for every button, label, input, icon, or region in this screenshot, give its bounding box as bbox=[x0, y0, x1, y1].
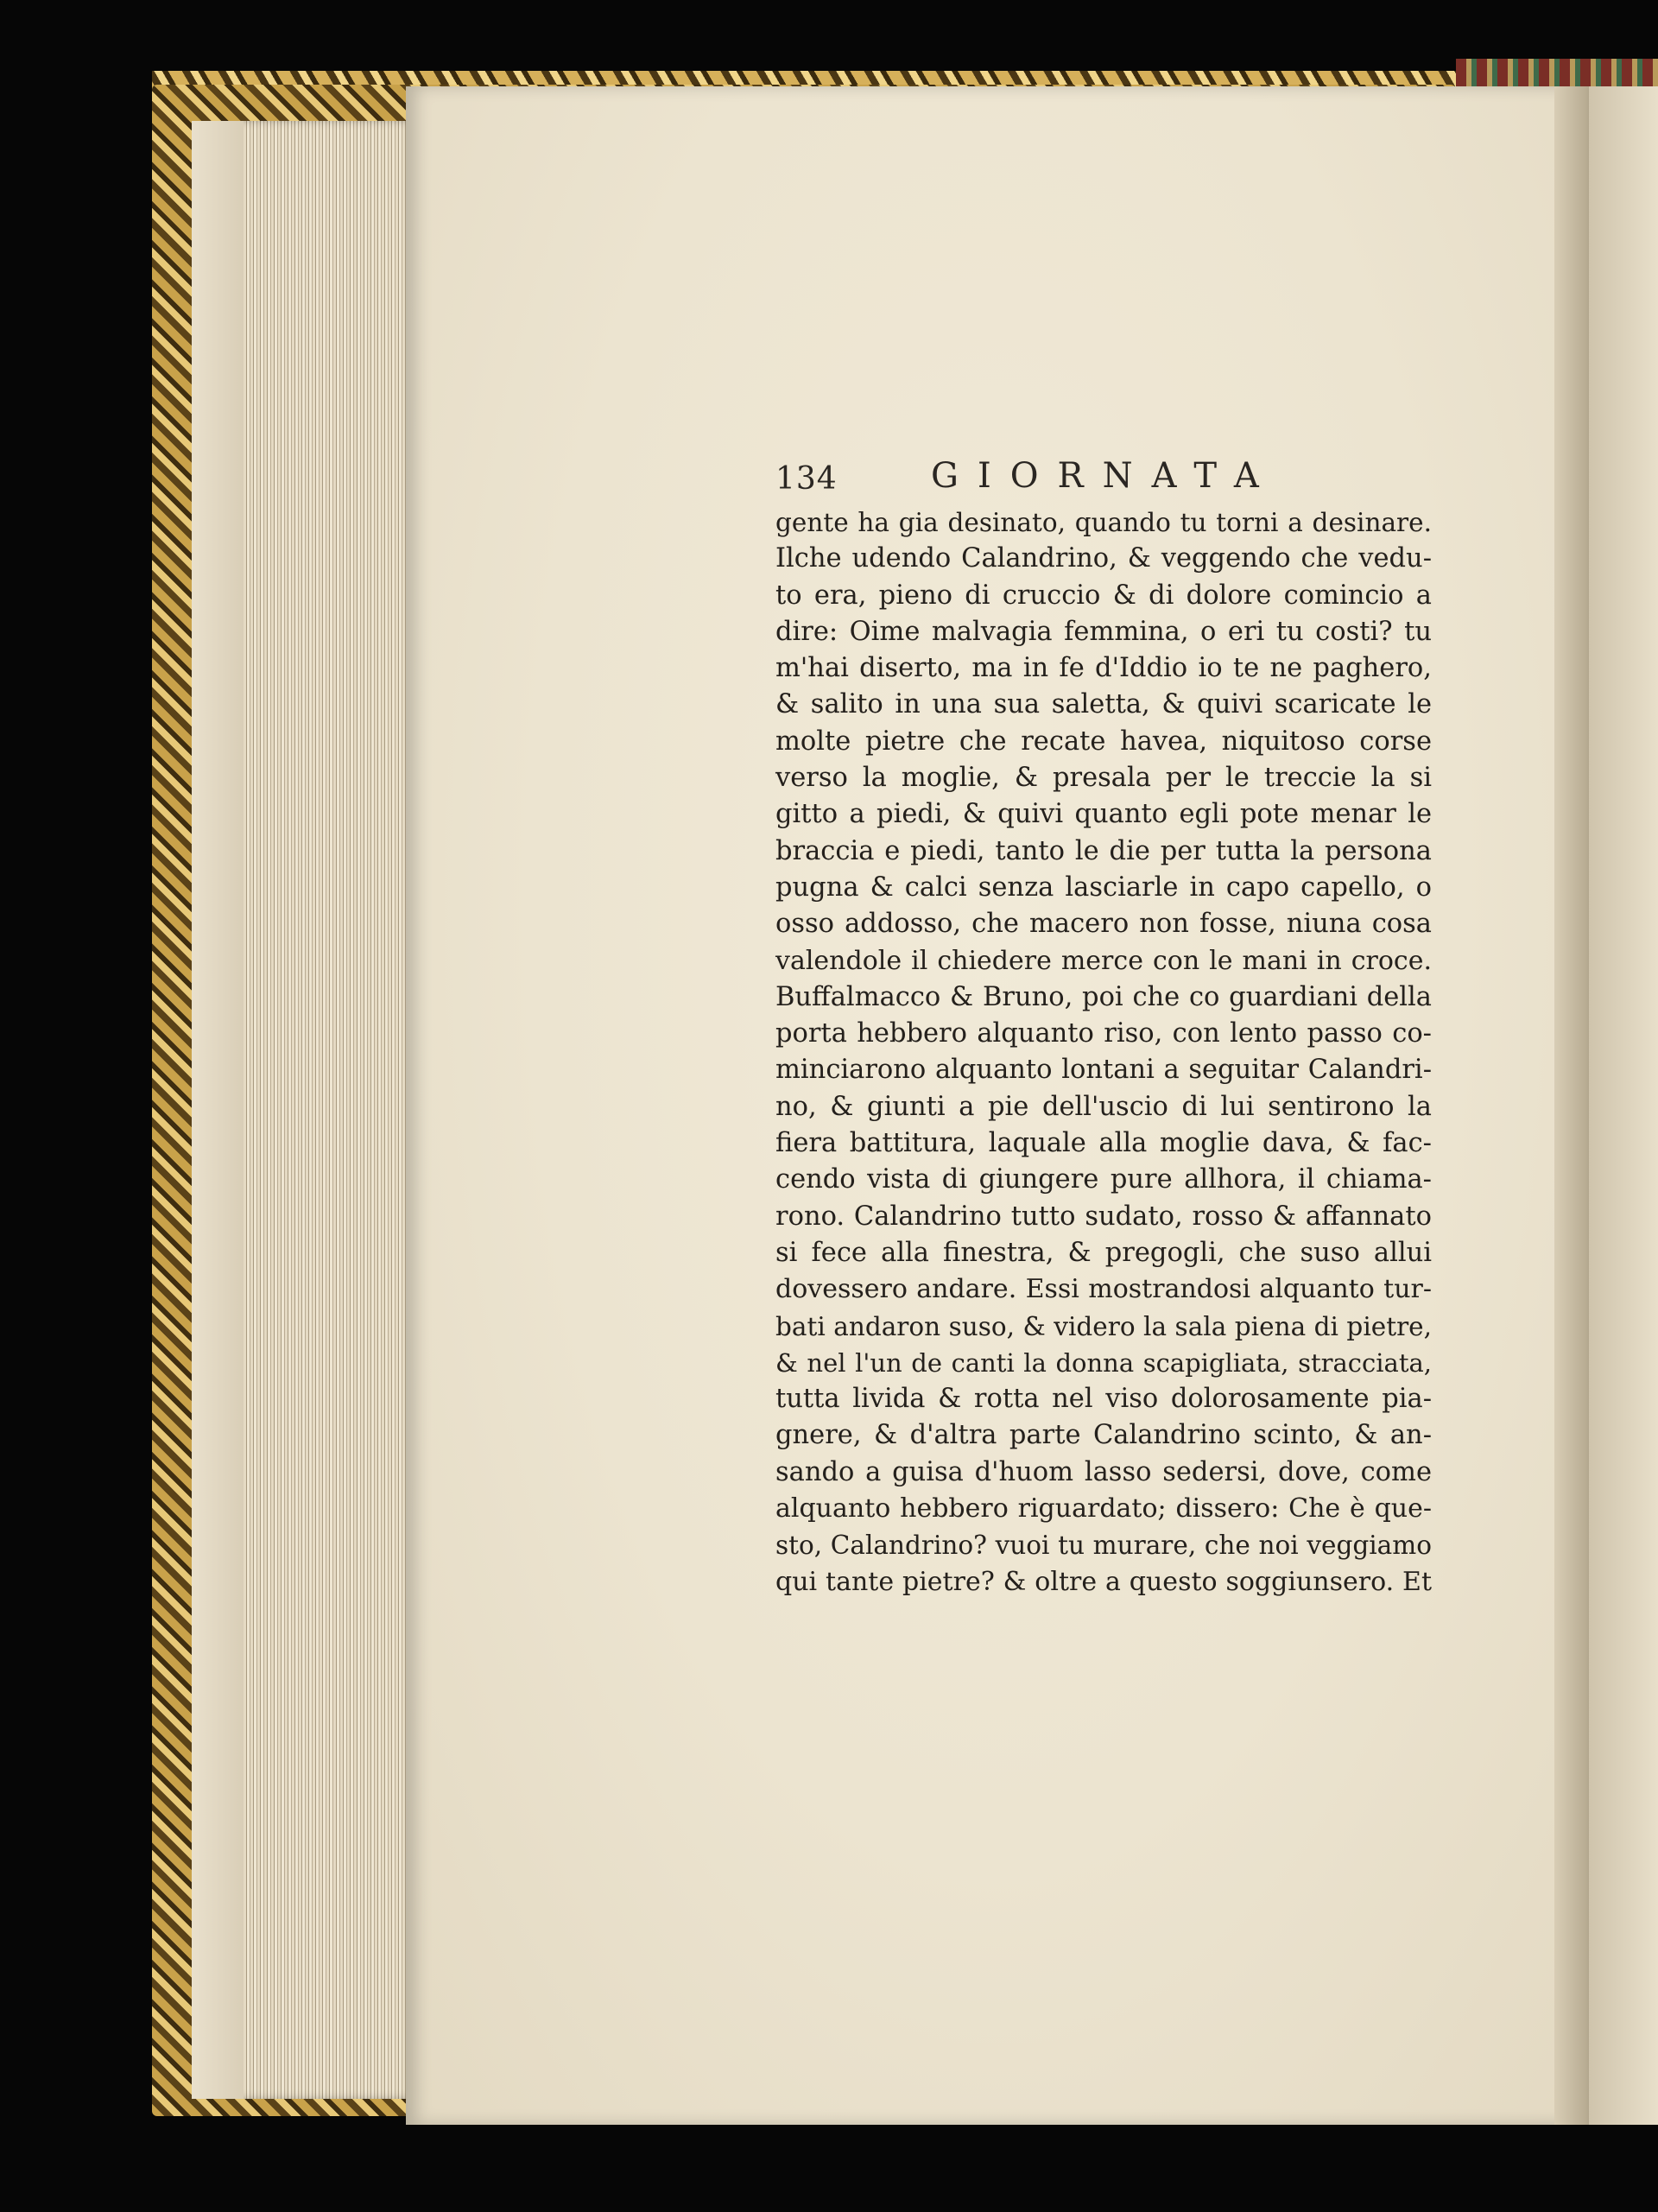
page-edge-stack-outer bbox=[192, 121, 244, 2099]
opposite-page-edge bbox=[1589, 86, 1658, 2125]
text-line: bati andaron suso, & videro la sala piena di pietre, bbox=[775, 1311, 1432, 1341]
text-line: tutta livida & rotta nel viso dolorosamente pia- bbox=[775, 1384, 1432, 1415]
text-line: dire: Oime malvagia femmina, o eri tu costi? tu bbox=[775, 616, 1432, 647]
text-line: qui tante pietre? & oltre a questo soggiunsero. Et bbox=[775, 1566, 1432, 1597]
text-line: Buffalmacco & Bruno, poi che co guardiani della bbox=[775, 981, 1432, 1012]
text-line: pugna & calci senza lasciarle in capo capello, o bbox=[775, 871, 1432, 903]
text-line: gitto a piedi, & quivi quanto egli pote menar le bbox=[775, 799, 1432, 830]
text-line: minciarono alquanto lontani a seguitar Calandri- bbox=[775, 1055, 1432, 1086]
text-line: verso la moglie, & presala per le treccie la si bbox=[775, 763, 1432, 794]
text-line: dovessero andare. Essi mostrandosi alquanto tur- bbox=[775, 1274, 1432, 1305]
text-line: Ilche udendo Calandrino, & veggendo che vedu- bbox=[775, 543, 1432, 574]
text-line: sando a guisa d'huom lasso sedersi, dove, come bbox=[775, 1456, 1432, 1487]
text-line: alquanto hebbero riguardato; dissero: Che è que- bbox=[775, 1493, 1432, 1524]
page-number: 134 bbox=[775, 461, 838, 497]
text-line: braccia e piedi, tanto le die per tutta la persona bbox=[775, 835, 1432, 866]
text-line: to era, pieno di cruccio & di dolore comincio a bbox=[775, 580, 1432, 611]
text-line: sto, Calandrino? vuoi tu murare, che noi veggiamo bbox=[775, 1531, 1432, 1561]
text-line: gente ha gia desinato, quando tu torni a desinare. bbox=[775, 508, 1432, 537]
body-text bbox=[775, 504, 1432, 1600]
text-line: osso addosso, che macero non fosse, niuna cosa bbox=[775, 909, 1432, 940]
text-line: cendo vista di giungere pure allhora, il chiama- bbox=[775, 1164, 1432, 1195]
text-line: molte pietre che recate havea, niquitoso corse bbox=[775, 726, 1432, 757]
text-line: & salito in una sua saletta, & quivi scaricate le bbox=[775, 689, 1432, 720]
text-line: gnere, & d'altra parte Calandrino scinto, & an- bbox=[775, 1420, 1432, 1451]
text-line: & nel l'un de canti la donna scapigliata, stracciata, bbox=[775, 1347, 1432, 1378]
page-header bbox=[775, 456, 1432, 508]
text-line: m'hai diserto, ma in fe d'Iddio io te ne paghero, bbox=[775, 653, 1432, 684]
running-head: GIORNATA bbox=[931, 456, 1278, 496]
text-line: rono. Calandrino tutto sudato, rosso & affannato bbox=[775, 1201, 1432, 1232]
text-line: si fece alla finestra, & pregogli, che suso allui bbox=[775, 1237, 1432, 1268]
text-line: valendole il chiedere merce con le mani in croce. bbox=[775, 945, 1432, 976]
text-line: no, & giunti a pie dell'uscio di lui sentirono la bbox=[775, 1091, 1432, 1122]
text-line: fiera battitura, laquale alla moglie dava, & fac- bbox=[775, 1128, 1432, 1159]
text-line: porta hebbero alquanto riso, con lento passo co- bbox=[775, 1018, 1432, 1049]
